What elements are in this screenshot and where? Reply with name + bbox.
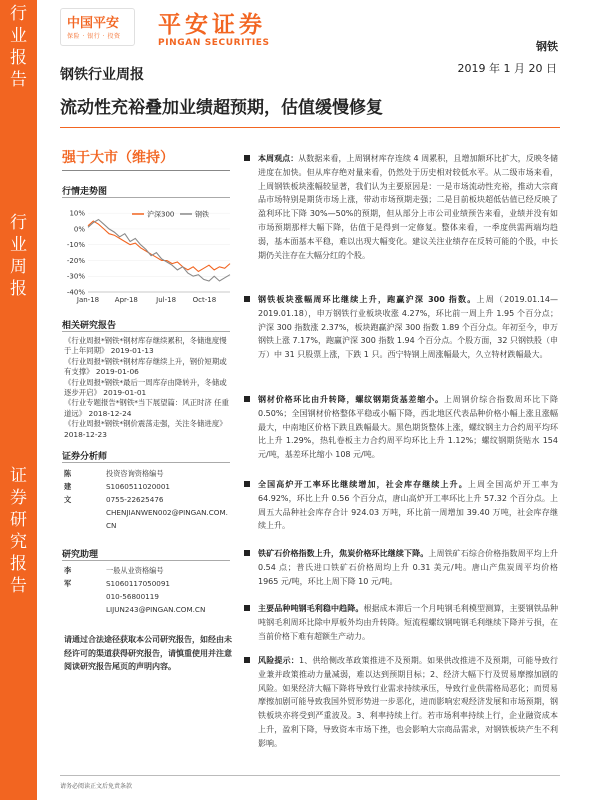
analyst-heading-rule (62, 462, 230, 463)
paragraph-heading: 本周观点： (258, 154, 299, 163)
bullet-icon (244, 296, 250, 302)
assistant-email[interactable]: LIJUN243@PINGAN.COM.CN (106, 605, 206, 614)
related-report-item[interactable]: 《行业周报*钢铁*钢价震荡走强，关注冬储进度》 2018-12-23 (64, 419, 227, 439)
y-tick-label: -10% (66, 241, 85, 250)
report-type: 钢铁行业周报 (60, 67, 144, 83)
chart-heading: 行情走势图 (62, 187, 108, 197)
paragraph-heading: 钢材价格环比由升转降，螺纹钢期货基差缩小。 (258, 395, 444, 404)
related-report-item[interactable]: 《行业专题报告*钢铁*当下展望篇：风正时济 任重道远》 2018-12-24 (64, 398, 229, 418)
paragraph-heading: 风险提示： (258, 656, 299, 665)
footer-divider (60, 775, 560, 776)
bullet-icon (244, 155, 250, 161)
price-paragraph (258, 393, 558, 462)
analyst-email[interactable]: CHENJIANWEN002@PINGAN.COM. (106, 508, 228, 517)
bullet-icon (244, 396, 250, 402)
related-reports-heading: 相关研究报告 (62, 321, 117, 331)
bullet-icon (244, 657, 250, 663)
y-tick-label: -20% (66, 256, 85, 265)
market-trend-chart (60, 200, 235, 310)
paragraph-heading: 全国高炉开工率环比继续增加，社会库存继续上升。 (258, 480, 468, 489)
rating-divider (62, 170, 230, 171)
page-title: 流动性充裕叠加业绩超预期，估值缓慢修复 (60, 98, 383, 118)
sidebar-label-industry-report: 行 业 报 告 (10, 4, 27, 90)
x-tick-label: Apr-18 (114, 296, 138, 304)
paragraph-text: 上周全国高炉开工率为 64.92%，环比上升 0.56 个百分点，唐山高炉开工率环比上升 57.32 个百分点。上周五大品种社会库存合计 924.03 万吨，环比前一周增加 39.40 万吨，社会库存继续上升。 (258, 480, 558, 531)
sector-paragraph (258, 293, 558, 362)
assistant-heading: 研究助理 (62, 550, 99, 560)
x-tick-label: Jan-18 (76, 296, 100, 304)
y-tick-label: -30% (66, 272, 85, 281)
analyst-info: 投资咨询资格编号 S1060511020001 0755-22625476 CHENJIANWEN002@PINGAN.COM. CN (106, 467, 236, 532)
sidebar-label-weekly-report: 行 业 周 报 (10, 213, 27, 299)
assistant-heading-rule (62, 560, 230, 561)
trend-chart-svg (60, 200, 235, 310)
x-tick-label: Jul-18 (156, 296, 177, 304)
bullet-icon (244, 605, 250, 611)
paragraph-heading: 铁矿石价格指数上升，焦炭价格环比继续下降。 (258, 549, 429, 558)
assistant-name: 李军 (64, 566, 72, 588)
bullet-icon (244, 550, 250, 556)
paragraph-text: 上周（2019.01.14—2019.01.18），申万钢铁行业板块收涨 4.27%，环比前一周上升 1.95 个百分点；沪深 300 指数涨 2.37%，板块跑赢沪深 300 指数 1.89 个百分点。年初至今，申万钢铁上涨 7.17%，跑赢沪深 300 指数 1.94 个百分点。个股方面，32 只钢铁股（申万）中 31 只股票上涨，下跌 1 只。西宁特钢上周涨幅最大，久立特材跌幅最大。 (258, 295, 558, 360)
title-divider (60, 127, 560, 128)
margin-paragraph (258, 602, 558, 643)
report-date: 2019 年 1 月 20 日 (457, 62, 557, 75)
y-tick-label: 10% (69, 209, 85, 218)
legend-label: 沪深300 (147, 210, 175, 219)
assistant-info: 一般从业资格编号 S1060117050091 010-56800119 LIJUN243@PINGAN.COM.CN (106, 564, 236, 616)
risk-paragraph (258, 654, 558, 751)
pingan-group-logo (60, 8, 135, 46)
paragraph-heading: 主要品种吨钢毛利稳中趋降。 (258, 604, 364, 613)
paragraph-text: 从数据来看，上周钢材库存连续 4 周累积，且增加额环比扩大，反映冬储进度在加快。但从库存绝对量来看，仍然处于历史相对较低水平。从二级市场来看，上周钢铁板块涨幅较显著，我们认为主要原因是：一是市场流动性充裕，推动大宗商品市场特别是期货市场上涨，带动市场预期走强；二是目前板块超低估值已经反映了盈利环比下降 30%—50%的预期，但从部分上市公司业绩预告来看，业绩并没有如市场预期那样大幅下降，估值于是得到一定修复。整体来看，一季度供需两端均趋弱，基本面基本平稳，难以出现大幅变化。建议关注业绩存在反转可能的个股，中长期仍关注存在大幅分红的个股。 (258, 154, 558, 260)
chart-heading-rule (62, 197, 230, 198)
footer-note: 请务必阅读正文后免责条款 (60, 783, 133, 790)
bullet-icon (244, 481, 250, 487)
left-sidebar (0, 0, 37, 800)
industry-rating: 强于大市（维持） (62, 150, 174, 166)
inventory-paragraph (258, 478, 558, 533)
view-paragraph (258, 152, 558, 262)
paragraph-text: 上周钢价综合指数周环比下降 0.50%；全国钢材价格整体平稳或小幅下降，西北地区代表品种价格小幅上涨且涨幅最大，中南地区价格下跌且跌幅最大。黑色期货整体上涨，螺纹钢主力合约周平均环比上升 1.29%，热轧卷板主力合约周平均环比上升 1.12%；螺纹钢期货贴水 154 元/吨，基差环比缩小 108 元/吨。 (258, 395, 559, 460)
pingan-securities-logo (158, 6, 270, 48)
related-report-item[interactable]: 《行业周报*钢铁*钢材库存继续累积，冬储進度慢于上年同期》 2019-01-13 (64, 336, 227, 356)
securities-logo-en: PINGAN SECURITIES (158, 38, 270, 48)
paragraph-text: 1、供给侧改革政策推进不及预期。如果供改推进不及预期，可能导致行业兼并政策推动力量减弱，难以达到预期目标；2、经济大幅下行及贸易摩擦加剧的风险。如果经济大幅下降将导致行业需求持续承压，导致行业供需格局恶化；而贸易摩擦加剧可能导致我国外贸形势进一步恶化，进而影响宏观经济发展和市场预期，钢铁板块亦将受到严重波及。3、利率持续上行。若市场利率持续上行，企业融资成本上升，盈利下降，导致资本市场下挫，也会影响大宗商品需求，对钢铁板块产生不利影响。 (258, 656, 559, 748)
x-tick-label: Oct-18 (192, 296, 217, 304)
analyst-name: 陈建文 (64, 469, 72, 504)
industry-tag: 钢铁 (536, 40, 558, 53)
related-report-item[interactable]: 《行业周报*钢铁*钢材库存继续上升，钢价短期或有支撑》 2019-01-06 (64, 356, 227, 377)
legend-label: 钢铁 (195, 210, 209, 219)
y-tick-label: 0% (73, 225, 85, 234)
paragraph-heading: 钢铁板块涨幅周环比继续上升，跑赢沪深 300 指数。 (258, 295, 477, 304)
raw-material-paragraph (258, 547, 558, 588)
analyst-heading: 证券分析师 (62, 452, 108, 462)
related-reports-list (64, 336, 232, 440)
pingan-logo-text: 中国平安 (67, 16, 120, 31)
sidebar-label-securities-research: 证 券 研 究 报 告 (10, 466, 27, 596)
securities-logo-cn: 平安证券 (158, 11, 266, 38)
pingan-logo-subtext: 保险 · 银行 · 投资 (67, 33, 121, 40)
related-report-item[interactable]: 《行业周报*钢铁*最后一周库存由降转升，冬储或逐步开启》 2019-01-01 (64, 377, 227, 398)
disclaimer-note: 请通过合法途径获取本公司研究报告，如经由未经许可的渠道获得研究报告，请慎重使用并注意阅读研究报告尾页的声明内容。 (64, 635, 232, 671)
paragraph-text: 根据成本滞后一个月吨钢毛利模型测算，主要钢铁品种吨钢毛利周环比除中厚板外均由升转降。短流程螺纹钢吨钢毛利继续下降并亏损，在当前价格下难有超额生产动力。 (258, 604, 559, 641)
y-tick-label: -40% (66, 288, 85, 297)
paragraph-text: 上周铁矿石综合价格指数周平均上升 0.54 点；普氏进口铁矿石价格周均上升 0.31 美元/吨。唐山产焦炭周平均价格 1965 元/吨，环比上周下降 10 元/吨。 (258, 549, 559, 586)
related-heading-rule (62, 331, 230, 332)
